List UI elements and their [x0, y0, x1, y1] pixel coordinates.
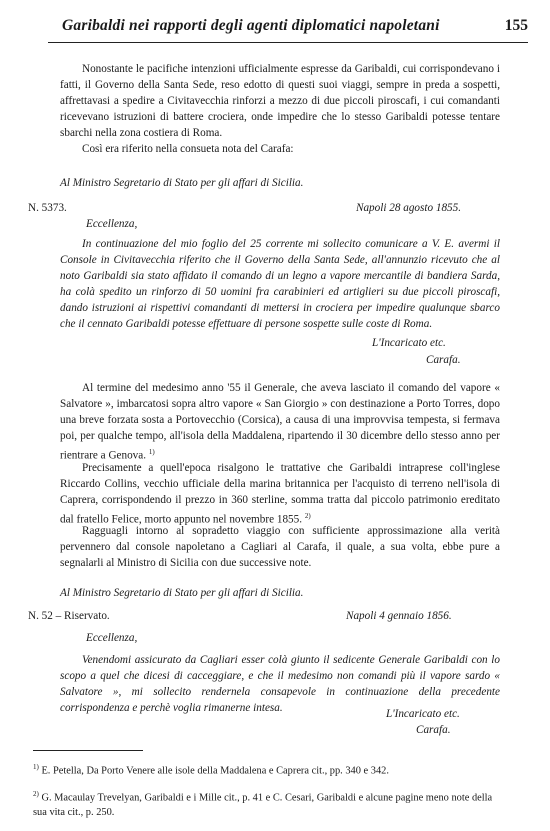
- page-number: 155: [504, 17, 528, 34]
- paragraph-1: [60, 61, 500, 141]
- letter1-address: Al Ministro Segretario di Stato per gli affari di Sicilia.: [60, 177, 304, 189]
- footnote-ref-1: 1): [148, 448, 155, 456]
- footnote-2: [33, 787, 508, 821]
- letter2-address: Al Ministro Segretario di Stato per gli affari di Sicilia.: [60, 587, 304, 599]
- running-header: [62, 17, 528, 39]
- letter2-number: N. 52 – Riservato.: [28, 610, 110, 622]
- paragraph-3: [60, 380, 500, 464]
- footnote-2-text: G. Macaulay Trevelyan, Garibaldi e i Mille cit., p. 41 e C. Cesari, Garibaldi e alcune pagine meno note della sua vita cit., p. 250.: [33, 792, 493, 819]
- letter1-salutation: Eccellenza,: [86, 218, 138, 230]
- paragraph-5: [60, 523, 500, 571]
- paragraph-4-text: Precisamente a quell'epoca risalgono le trattative che Garibaldi intraprese coll'inglese Riccardo Collins, vecchio ufficiale della marina britannica per l'acquisto di terreno nell'isola di Caprera, corrispondendo il prezzo in 360 sterline, somma tratta dal piccolo patrimonio ereditato dal fratello Felice, morto appunto nel novembre 1855. $^{2)}$: [60, 462, 500, 526]
- letter1-body-text: In continuazione del mio foglio del 25 corrente mi sollecito comunicare a V. E. avermi il Console in Civitavecchia riferito che il Governo della Santa Sede, all'annunzio ricevuto che al noto Garibaldi sia stato affidato il comando di un legno a vapore mercantile di bandiera Sarda, ha colà spedito un rinforzo di 50 uomini fra carabinieri ed artiglieri su due piccoli piroscafi, dando istruzioni ai rispettivi comandanti di mettersi in crociera per impedire qualunque sbarco che il cennato Garibaldi potesse effettuare di persone sospette sulle coste di Roma.: [60, 238, 500, 330]
- footnote-2-mark: 2): [33, 790, 39, 798]
- letter2-salutation: Eccellenza,: [86, 632, 138, 644]
- letter2-signature-title: L'Incaricato etc.: [386, 708, 460, 720]
- footnote-1: [33, 760, 508, 779]
- letter2-body-text: Venendomi assicurato da Cagliari esser colà giunto il sedicente Generale Garibaldi con lo scopo a quel che dicesi di cacceggiare, e che il medesimo non comandi più il vapore sardo « Salvatore », mi sollecito rendernela consapevole in continuazione della precedente corrispondenza e perchè voglia rimanerne intesa.: [60, 654, 500, 714]
- running-title: Garibaldi nei rapporti degli agenti diplomatici napoletani: [62, 17, 440, 34]
- paragraph-3-text: Al termine del medesimo anno '55 il Generale, che aveva lasciato il comando del vapore « Salvatore », imbarcatosi sopra altro vapore « San Giorgio » con destinazione a Porto Torres, dopo una breve forzata sosta a Portovecchio (Corsica), a causa di una improvvisa tempesta, si fermava poi, per qualche tempo, all'isola della Maddalena, ripartendo il 30 dicembre dello stesso anno per rientrare a Genova. $^{1)}$: [60, 382, 500, 462]
- letter2-body: [60, 652, 500, 716]
- paragraph-2: [60, 141, 500, 157]
- letter2-signature-name: Carafa.: [416, 724, 451, 736]
- footnote-rule: [33, 750, 143, 751]
- letter1-number: N. 5373.: [28, 202, 67, 214]
- letter1-signature-name: Carafa.: [426, 354, 461, 366]
- paragraph-5-text: Ragguagli intorno al sopradetto viaggio con sufficiente approssimazione alla verità pervennero dal console napoletano a Cagliari al Carafa, il quale, a sua volta, ebbe pure a segnalarli al Ministro di Sicilia con due successive note.: [60, 525, 500, 569]
- paragraph-2-text: Così era riferito nella consueta nota del Carafa:: [82, 143, 294, 155]
- paragraph-4: [60, 460, 500, 528]
- footnote-1-text: E. Petella, Da Porto Venere alle isole della Maddalena e Caprera cit., pp. 340 e 342.: [41, 765, 389, 777]
- letter2-place-date: Napoli 4 gennaio 1856.: [346, 610, 452, 622]
- paragraph-1-text: Nonostante le pacifiche intenzioni ufficialmente espresse da Garibaldi, cui corrispondevano i fatti, il Governo della Santa Sede, reso edotto di questi suoi viaggi, sempre in preda a sospetti, affrettavasi a spedire a Civitavecchia rinforzi a mezzo di due piccoli piroscafi, i cui comandanti ricevevano istruzioni di battere crociera, onde impedire che lo stesso Garibaldi potesse tentare sbarchi nella zona costiera di Roma.: [60, 63, 500, 139]
- header-rule: [48, 42, 528, 43]
- footnote-ref-2: 2): [304, 512, 311, 520]
- footnote-1-mark: 1): [33, 763, 39, 771]
- letter1-place-date: Napoli 28 agosto 1855.: [356, 202, 462, 214]
- letter1-body: [60, 236, 500, 332]
- letter1-signature-title: L'Incaricato etc.: [372, 337, 446, 349]
